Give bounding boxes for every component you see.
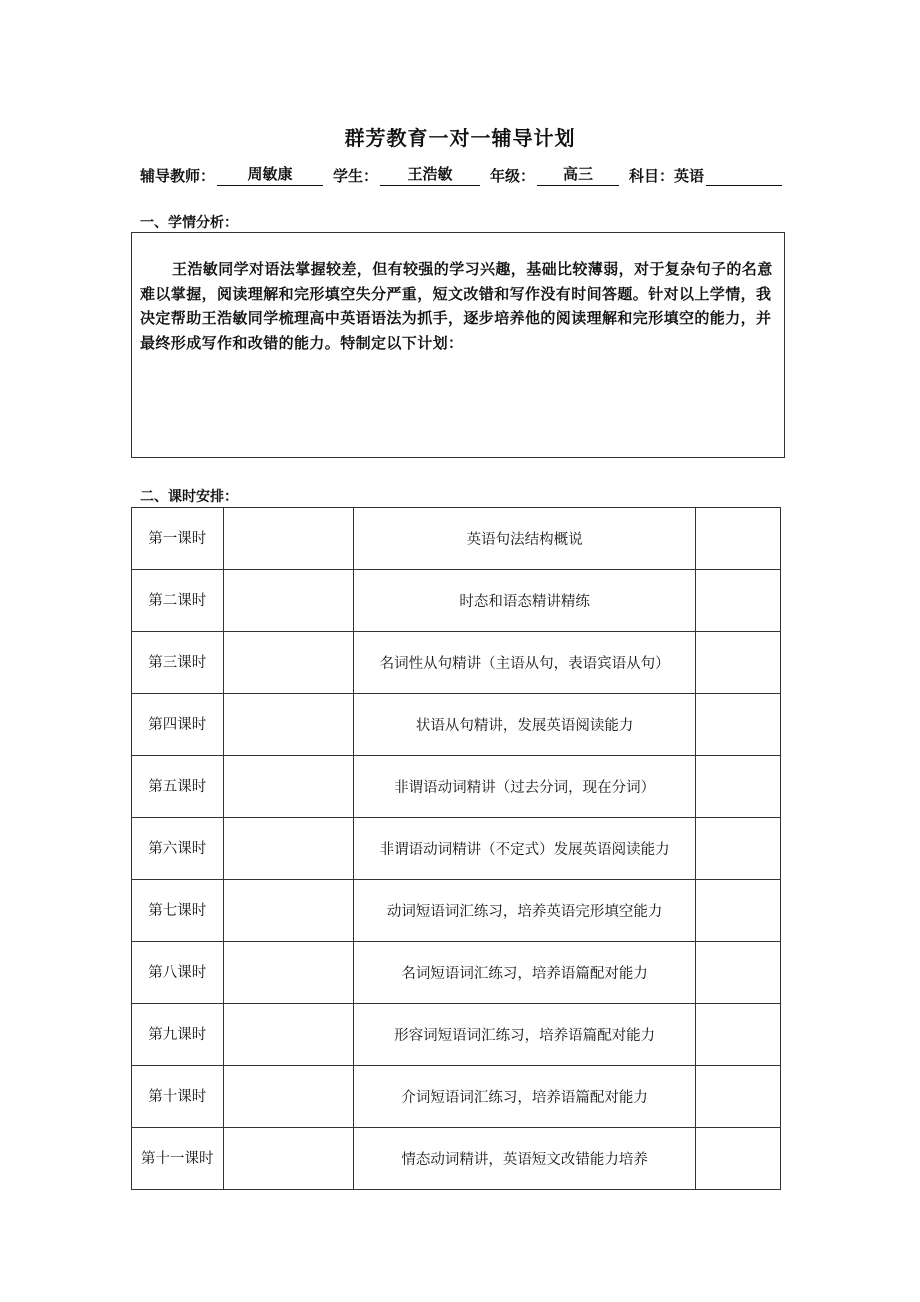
blank-cell: [696, 1128, 781, 1190]
lesson-content: 名词性从句精讲（主语从句，表语宾语从句）: [379, 656, 670, 672]
content-cell: [353, 1066, 695, 1128]
lesson-cell: [132, 694, 224, 756]
blank-cell: [223, 570, 353, 632]
table-row: [132, 632, 781, 694]
subject-label: 科目：英语: [629, 167, 705, 185]
analysis-text: 王浩敏同学对语法掌握较差，但有较强的学习兴趣，基础比较薄弱，对于复杂句子的名意难以掌握，阅读理解和完形填空失分严重，短文改错和写作没有时间答题。针对以上学情，我决定帮助王浩敏同学梳理高中英语语法为抓手，逐步培养他的阅读理解和完形填空的能力，并最终形成写作和改错的能力。特制定以下计划：: [140, 260, 773, 352]
content-cell: [353, 1128, 695, 1190]
content-cell: [353, 1004, 695, 1066]
student-value: 王浩敏: [380, 163, 480, 186]
blank-cell: [696, 1004, 781, 1066]
blank-cell: [696, 508, 781, 570]
table-row: [132, 508, 781, 570]
table-row: [132, 942, 781, 1004]
lesson-content: 动词短语词汇练习，培养英语完形填空能力: [386, 904, 663, 920]
blank-cell: [696, 570, 781, 632]
lesson-content: 英语句法结构概说: [466, 532, 583, 548]
blank-cell: [696, 818, 781, 880]
table-row: [132, 818, 781, 880]
lesson-label: 第五课时: [148, 778, 207, 795]
content-cell: [353, 632, 695, 694]
blank-cell: [223, 756, 353, 818]
analysis-box: [131, 232, 785, 458]
subject-value: [706, 184, 782, 186]
lesson-content: 情态动词精讲，英语短文改错能力培养: [401, 1152, 648, 1168]
lesson-cell: [132, 1004, 224, 1066]
content-cell: [353, 570, 695, 632]
blank-cell: [696, 1066, 781, 1128]
lesson-content: 状语从句精讲，发展英语阅读能力: [415, 718, 634, 734]
lesson-label: 第三课时: [148, 654, 207, 671]
blank-cell: [223, 1128, 353, 1190]
lesson-content: 名词短语词汇练习，培养语篇配对能力: [401, 966, 648, 982]
lesson-label: 第八课时: [148, 964, 207, 981]
blank-cell: [696, 632, 781, 694]
table-row: [132, 1066, 781, 1128]
table-row: [132, 880, 781, 942]
lesson-cell: [132, 880, 224, 942]
lesson-cell: [132, 1128, 224, 1190]
teacher-label: 辅导教师：: [140, 167, 216, 185]
blank-cell: [223, 1066, 353, 1128]
lesson-label: 第十课时: [148, 1088, 207, 1105]
lesson-cell: [132, 818, 224, 880]
lesson-content: 非谓语动词精讲（过去分词，现在分词）: [394, 780, 656, 796]
lesson-cell: [132, 632, 224, 694]
lesson-label: 第六课时: [148, 840, 207, 857]
blank-cell: [696, 880, 781, 942]
lesson-cell: [132, 756, 224, 818]
lesson-content: 介词短语词汇练习，培养语篇配对能力: [401, 1090, 648, 1106]
lesson-label: 第二课时: [148, 592, 207, 609]
content-cell: [353, 880, 695, 942]
lesson-content: 时态和语态精讲精练: [459, 594, 590, 610]
student-label: 学生：: [333, 167, 379, 185]
grade-value: 高三: [537, 163, 619, 186]
info-line: [140, 160, 782, 186]
table-row: [132, 694, 781, 756]
lesson-label: 第七课时: [148, 902, 207, 919]
lesson-label: 第一课时: [148, 530, 207, 547]
lesson-cell: [132, 508, 224, 570]
lesson-cell: [132, 1066, 224, 1128]
blank-cell: [223, 632, 353, 694]
content-cell: [353, 508, 695, 570]
blank-cell: [223, 942, 353, 1004]
lesson-content: 非谓语动词精讲（不定式）发展英语阅读能力: [379, 842, 670, 858]
table-row: [132, 1128, 781, 1190]
lesson-content: 形容词短语词汇练习，培养语篇配对能力: [394, 1028, 656, 1044]
content-cell: [353, 756, 695, 818]
table-row: [132, 1004, 781, 1066]
schedule-heading: 二、课时安排：: [140, 489, 238, 505]
content-cell: [353, 694, 695, 756]
blank-cell: [223, 508, 353, 570]
blank-cell: [696, 694, 781, 756]
content-cell: [353, 818, 695, 880]
blank-cell: [223, 694, 353, 756]
lesson-label: 第十一课时: [141, 1150, 214, 1167]
teacher-value: 周敏康: [217, 163, 323, 186]
blank-cell: [696, 756, 781, 818]
lesson-cell: [132, 942, 224, 1004]
lesson-label: 第九课时: [148, 1026, 207, 1043]
lesson-label: 第四课时: [148, 716, 207, 733]
blank-cell: [223, 818, 353, 880]
table-row: [132, 570, 781, 632]
blank-cell: [223, 880, 353, 942]
document-title: 群芳教育一对一辅导计划: [344, 126, 576, 150]
schedule-table: [131, 507, 781, 1190]
blank-cell: [223, 1004, 353, 1066]
blank-cell: [696, 942, 781, 1004]
analysis-heading: 一、学情分析：: [140, 215, 238, 231]
lesson-cell: [132, 570, 224, 632]
grade-label: 年级：: [490, 167, 536, 185]
table-row: [132, 756, 781, 818]
content-cell: [353, 942, 695, 1004]
